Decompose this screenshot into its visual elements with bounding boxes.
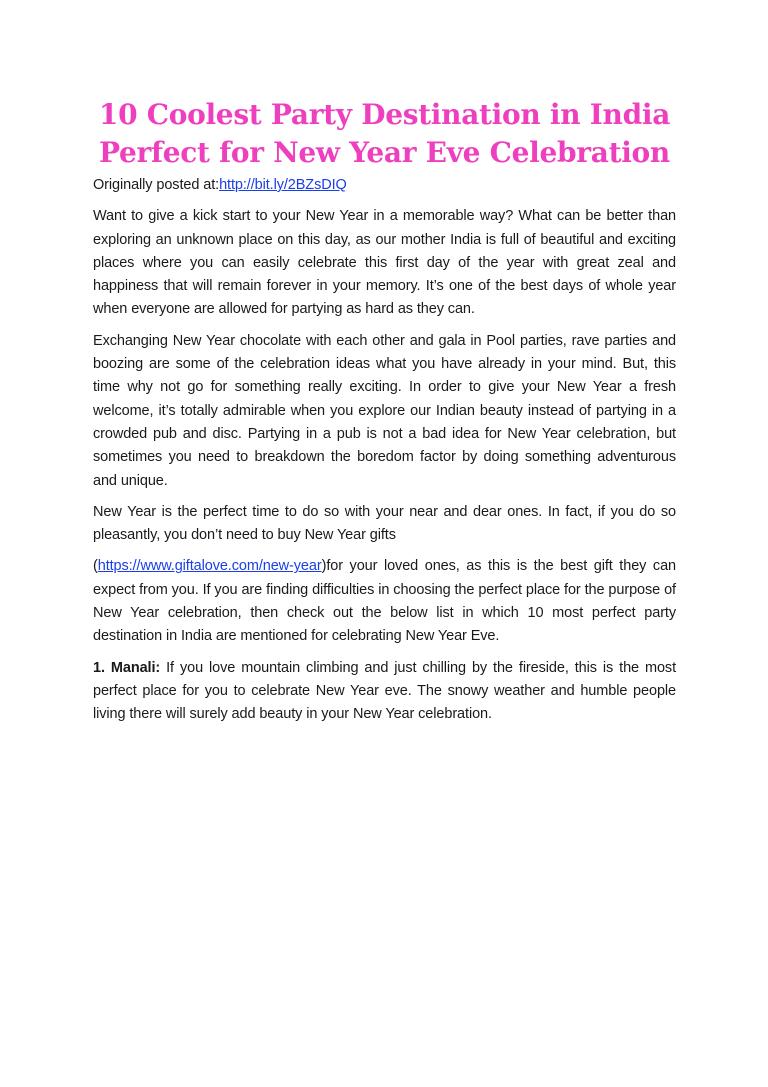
originally-posted-label: Originally posted at:	[93, 177, 220, 193]
document-page	[93, 96, 676, 727]
paragraph-gifts	[93, 555, 676, 648]
page-title: 10 Coolest Party Destination in India Perfect for New Year Eve Celebration	[98, 98, 671, 169]
paren-open: (	[93, 558, 98, 575]
originally-posted-line	[93, 174, 676, 197]
paragraph-celebration-ideas: Exchanging New Year chocolate with each other and gala in Pool parties, rave parties and boozing are some of the celebration ideas what you have already in your mind. But, this time why not go for something really exciting. In order to give your New Year a fresh welcome, it’s totally admirable when you explore our Indian beauty instead of partying in a crowded pub and disc. Partying in a pub is not a bad idea for New Year celebration, but sometimes you need to breakdown the boredom factor by doing something adventurous and unique.	[93, 332, 676, 489]
paragraph-manali	[93, 657, 676, 727]
gifts-link[interactable]: https://www.giftalove.com/new-year	[97, 558, 322, 575]
paragraph-near-and-dear: New Year is the perfect time to do so with your near and dear ones. In fact, if you do so pleasantly, you don’t need to buy New Year gifts	[93, 503, 676, 544]
manali-heading: 1. Manali:	[93, 659, 161, 676]
paragraph-gifts-text: )for your loved ones, as this is the best gift they can expect from you. If you are finding difficulties in choosing the perfect place for the purpose of New Year celebration, then check out the below list in which 10 most perfect party destination in India are mentioned for celebrating New Year Eve.	[93, 558, 676, 645]
source-link[interactable]: http://bit.ly/2BZsDIQ	[219, 177, 347, 193]
manali-text: If you love mountain climbing and just chilling by the fireside, this is the most perfect place for you to celebrate New Year eve. The snowy weather and humble people living there will surely add beauty in your New Year celebration.	[93, 659, 677, 723]
paragraph-intro: Want to give a kick start to your New Year in a memorable way? What can be better than exploring an unknown place on this day, as our mother India is full of beautiful and exciting places where you can easily celebrate this first day of the year with great zeal and happiness that will remain forever in your memory. It’s one of the best days of whole year when everyone are allowed for partying as hard as they can.	[93, 208, 676, 318]
